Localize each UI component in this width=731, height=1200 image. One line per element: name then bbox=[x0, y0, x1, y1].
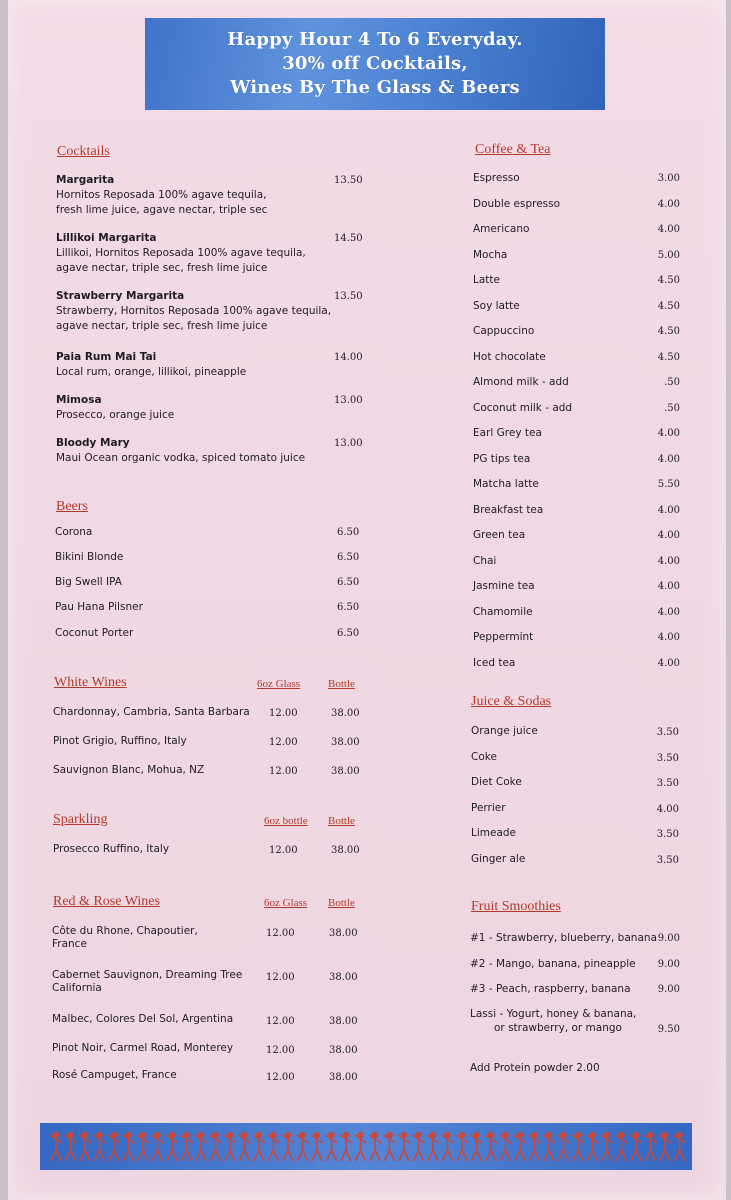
juice-soda-price: 3.50 bbox=[656, 727, 679, 738]
sparkling-name: Prosecco Ruffino, Italy bbox=[53, 843, 170, 855]
dancer-figure-icon bbox=[558, 1133, 570, 1161]
cocktail-description: Maui Ocean organic vodka, spiced tomato juice bbox=[56, 452, 306, 464]
red-wine-name: Pinot Noir, Carmel Road, Monterey bbox=[52, 1042, 234, 1054]
coffee-tea-price: 4.50 bbox=[657, 275, 680, 286]
juice-soda-name: Coke bbox=[471, 750, 497, 763]
coffee-tea-name: Coconut milk - add bbox=[473, 401, 573, 414]
smoothie-price: 9.00 bbox=[657, 959, 680, 970]
dancer-figure-icon bbox=[282, 1133, 294, 1161]
smoothie-name: #3 - Peach, raspberry, banana bbox=[470, 983, 631, 995]
white-wine-glass-price: 12.00 bbox=[269, 737, 298, 748]
coffee-tea-name: Chamomile bbox=[473, 605, 533, 618]
dancer-figure-icon bbox=[630, 1133, 642, 1161]
dancer-pattern-icon bbox=[40, 1123, 692, 1170]
dancer-figure-icon bbox=[297, 1133, 309, 1161]
coffee-tea-name: Mocha bbox=[473, 248, 508, 261]
dancer-figure-icon bbox=[137, 1133, 149, 1161]
coffee-tea-price: 4.00 bbox=[657, 453, 680, 465]
red-wine-bottle-price: 38.00 bbox=[329, 1016, 358, 1027]
dancer-figure-icon bbox=[94, 1133, 106, 1161]
white-wine-bottle-price: 38.00 bbox=[331, 737, 360, 748]
red-wine-bottle-price: 38.00 bbox=[329, 1072, 358, 1083]
coffee-tea-price: 4.50 bbox=[657, 351, 680, 363]
coffee-tea-name: Peppermint bbox=[473, 631, 534, 643]
coffee-tea-price: 5.50 bbox=[657, 479, 680, 490]
sparkling-bottle-price: 38.00 bbox=[331, 845, 360, 856]
dancer-figure-icon bbox=[601, 1133, 613, 1161]
coffee-tea-name: Earl Grey tea bbox=[473, 427, 542, 439]
coffee-tea-name: Iced tea bbox=[473, 656, 516, 669]
red-wine-name: Côte du Rhone, Chapoutier, bbox=[52, 925, 198, 937]
smoothie-name: Lassi - Yogurt, honey & banana, bbox=[470, 1008, 637, 1020]
coffee-tea-name: Latte bbox=[473, 274, 500, 286]
juice-soda-price: 3.50 bbox=[656, 752, 679, 764]
beer-price: 6.50 bbox=[337, 628, 360, 639]
coffee-tea-price: 5.00 bbox=[657, 249, 680, 261]
cocktail-description: Local rum, orange, lillikoi, pineapple bbox=[56, 366, 247, 378]
cocktail-price: 13.00 bbox=[334, 438, 363, 449]
beer-price: 6.50 bbox=[337, 552, 360, 563]
cocktail-description: Prosecco, orange juice bbox=[56, 409, 175, 421]
smoothie-name: or strawberry, or mango bbox=[494, 1022, 622, 1034]
dancer-figure-icon bbox=[123, 1133, 135, 1161]
coffee-tea-price: 4.00 bbox=[657, 224, 680, 235]
column-head-bottle: Bottle bbox=[328, 815, 355, 827]
beer-price: 6.50 bbox=[337, 602, 360, 613]
cocktail-description: Lillikoi, Hornitos Reposada 100% agave tequila, bbox=[56, 247, 306, 259]
cocktail-description: Hornitos Reposada 100% agave tequila, bbox=[56, 189, 267, 201]
section-title-coffee-tea: Coffee & Tea bbox=[475, 142, 551, 157]
red-wine-name: Malbec, Colores Del Sol, Argentina bbox=[52, 1013, 234, 1025]
decorative-border bbox=[40, 1123, 692, 1170]
smoothie-price: 9.00 bbox=[657, 933, 680, 944]
red-wine-glass-price: 12.00 bbox=[266, 928, 295, 939]
dancer-figure-icon bbox=[50, 1133, 62, 1161]
coffee-tea-price: 4.00 bbox=[657, 504, 680, 516]
dancer-figure-icon bbox=[485, 1133, 497, 1161]
dancer-figure-icon bbox=[79, 1133, 91, 1161]
beer-name: Big Swell IPA bbox=[55, 576, 122, 588]
dancer-figure-icon bbox=[413, 1133, 425, 1161]
dancer-figure-icon bbox=[442, 1133, 454, 1161]
cocktail-name: Lillikoi Margarita bbox=[56, 232, 157, 244]
red-wine-glass-price: 12.00 bbox=[266, 972, 295, 983]
column-head-bottle: Bottle bbox=[328, 678, 355, 690]
cocktail-description: fresh lime juice, agave nectar, triple sec bbox=[56, 204, 268, 216]
coffee-tea-name: Soy latte bbox=[473, 299, 520, 312]
column-head-bottle: Bottle bbox=[328, 897, 355, 909]
coffee-tea-price: 4.00 bbox=[657, 657, 680, 669]
dancer-figure-icon bbox=[210, 1133, 222, 1161]
juice-soda-price: 3.50 bbox=[656, 854, 679, 866]
white-wine-name: Chardonnay, Cambria, Santa Barbara bbox=[53, 706, 250, 718]
dancer-figure-icon bbox=[616, 1133, 628, 1161]
section-title-red-rose-wines: Red & Rose Wines bbox=[53, 894, 160, 909]
dancer-figure-icon bbox=[152, 1133, 164, 1161]
smoothie-price: 9.50 bbox=[657, 1024, 680, 1035]
column-head-glass: 6oz Glass bbox=[257, 678, 301, 690]
column-head-glass: 6oz Glass bbox=[264, 897, 308, 909]
coffee-tea-price: 4.00 bbox=[657, 606, 680, 618]
juice-soda-name: Orange juice bbox=[471, 725, 538, 737]
coffee-tea-name: Matcha latte bbox=[473, 478, 539, 490]
cocktail-price: 14.00 bbox=[334, 352, 363, 363]
section-title-beers: Beers bbox=[56, 499, 88, 514]
cocktail-price: 14.50 bbox=[334, 233, 363, 244]
dancer-figure-icon bbox=[398, 1133, 410, 1161]
section-title-cocktails: Cocktails bbox=[57, 144, 110, 159]
coffee-tea-price: 4.50 bbox=[657, 300, 680, 312]
coffee-tea-name: PG tips tea bbox=[473, 452, 531, 465]
coffee-tea-price: 4.50 bbox=[657, 326, 680, 337]
dancer-figure-icon bbox=[384, 1133, 396, 1161]
coffee-tea-name: Double espresso bbox=[473, 197, 561, 210]
dancer-figure-icon bbox=[253, 1133, 265, 1161]
dancer-figure-icon bbox=[674, 1133, 686, 1161]
dancer-figure-icon bbox=[108, 1133, 120, 1161]
smoothie-price: 9.00 bbox=[657, 984, 680, 995]
coffee-tea-price: .50 bbox=[664, 377, 680, 388]
dancer-figure-icon bbox=[543, 1133, 555, 1161]
red-wine-name: Cabernet Sauvignon, Dreaming Tree bbox=[52, 969, 243, 981]
cocktail-price: 13.00 bbox=[334, 395, 363, 406]
dancer-figure-icon bbox=[645, 1133, 657, 1161]
juice-soda-price: 3.50 bbox=[656, 829, 679, 840]
red-wine-bottle-price: 38.00 bbox=[329, 1045, 358, 1056]
smoothie-addon: Add Protein powder 2.00 bbox=[470, 1062, 600, 1074]
cocktail-name: Mimosa bbox=[56, 394, 102, 406]
coffee-tea-price: .50 bbox=[664, 402, 680, 414]
dancer-figure-icon bbox=[471, 1133, 483, 1161]
white-wine-bottle-price: 38.00 bbox=[331, 708, 360, 719]
coffee-tea-name: Hot chocolate bbox=[473, 350, 546, 363]
dancer-figure-icon bbox=[195, 1133, 207, 1161]
section-title-sparkling: Sparkling bbox=[53, 812, 108, 827]
coffee-tea-price: 4.00 bbox=[657, 530, 680, 541]
red-wine-bottle-price: 38.00 bbox=[329, 928, 358, 939]
red-wine-glass-price: 12.00 bbox=[266, 1072, 295, 1083]
cocktail-name: Margarita bbox=[56, 174, 115, 186]
cocktail-price: 13.50 bbox=[334, 175, 363, 186]
cocktail-description: Strawberry, Hornitos Reposada 100% agave tequila, bbox=[56, 305, 332, 317]
cocktail-description: agave nectar, triple sec, fresh lime juice bbox=[56, 320, 268, 332]
white-wine-glass-price: 12.00 bbox=[269, 766, 298, 777]
dancer-figure-icon bbox=[572, 1133, 584, 1161]
banner-line-3: Wines By The Glass & Beers bbox=[230, 77, 520, 98]
happy-hour-banner bbox=[145, 18, 605, 110]
section-title-white-wines: White Wines bbox=[54, 675, 127, 690]
sparkling-glass-price: 12.00 bbox=[269, 845, 298, 856]
coffee-tea-name: Chai bbox=[473, 554, 497, 567]
section-title-juice-sodas: Juice & Sodas bbox=[471, 694, 552, 709]
dancer-figure-icon bbox=[456, 1133, 468, 1161]
juice-soda-name: Limeade bbox=[471, 827, 517, 839]
dancer-figure-icon bbox=[529, 1133, 541, 1161]
dancer-figure-icon bbox=[427, 1133, 439, 1161]
beer-name: Corona bbox=[55, 526, 93, 538]
beer-name: Bikini Blonde bbox=[55, 551, 124, 563]
dancer-figure-icon bbox=[369, 1133, 381, 1161]
coffee-tea-name: Green tea bbox=[473, 529, 526, 541]
red-wine-name: France bbox=[52, 938, 87, 950]
coffee-tea-name: Breakfast tea bbox=[473, 503, 544, 516]
dancer-figure-icon bbox=[239, 1133, 251, 1161]
juice-soda-price: 4.00 bbox=[656, 803, 679, 815]
red-wine-bottle-price: 38.00 bbox=[329, 972, 358, 983]
red-wine-glass-price: 12.00 bbox=[266, 1016, 295, 1027]
dancer-figure-icon bbox=[659, 1133, 671, 1161]
beer-name: Coconut Porter bbox=[55, 627, 134, 639]
red-wine-glass-price: 12.00 bbox=[266, 1045, 295, 1056]
dancer-figure-icon bbox=[514, 1133, 526, 1161]
dancer-figure-icon bbox=[311, 1133, 323, 1161]
juice-soda-name: Diet Coke bbox=[471, 776, 522, 788]
white-wine-glass-price: 12.00 bbox=[269, 708, 298, 719]
coffee-tea-name: Espresso bbox=[473, 172, 520, 184]
dancer-figure-icon bbox=[500, 1133, 512, 1161]
dancer-figure-icon bbox=[587, 1133, 599, 1161]
juice-soda-name: Perrier bbox=[471, 801, 506, 814]
red-wine-name: California bbox=[52, 982, 102, 994]
juice-soda-price: 3.50 bbox=[656, 778, 679, 789]
white-wine-name: Pinot Grigio, Ruffino, Italy bbox=[53, 735, 187, 747]
coffee-tea-name: Almond milk - add bbox=[473, 376, 569, 388]
coffee-tea-price: 4.00 bbox=[657, 198, 680, 210]
dancer-figure-icon bbox=[326, 1133, 338, 1161]
column-head-6oz-bottle: 6oz bottle bbox=[264, 815, 308, 827]
smoothie-name: #2 - Mango, banana, pineapple bbox=[470, 958, 636, 970]
coffee-tea-name: Jasmine tea bbox=[473, 580, 535, 592]
beer-price: 6.50 bbox=[337, 577, 360, 588]
banner-line-2: 30% off Cocktails, bbox=[282, 53, 468, 74]
dancer-figure-icon bbox=[340, 1133, 352, 1161]
dancer-figure-icon bbox=[181, 1133, 193, 1161]
dancer-figure-icon bbox=[268, 1133, 280, 1161]
coffee-tea-price: 4.00 bbox=[657, 581, 680, 592]
coffee-tea-price: 4.00 bbox=[657, 555, 680, 567]
cocktail-name: Bloody Mary bbox=[56, 437, 130, 449]
beer-name: Pau Hana Pilsner bbox=[55, 601, 143, 613]
cocktail-name: Paia Rum Mai Tai bbox=[56, 351, 157, 363]
smoothie-name: #1 - Strawberry, blueberry, banana bbox=[470, 932, 657, 944]
banner-line-1: Happy Hour 4 To 6 Everyday. bbox=[227, 29, 523, 50]
beer-price: 6.50 bbox=[337, 527, 360, 538]
dancer-figure-icon bbox=[166, 1133, 178, 1161]
dancer-figure-icon bbox=[355, 1133, 367, 1161]
dancer-figure-icon bbox=[224, 1133, 236, 1161]
coffee-tea-price: 4.00 bbox=[657, 632, 680, 643]
dancer-figure-icon bbox=[65, 1133, 77, 1161]
coffee-tea-name: Cappuccino bbox=[473, 325, 535, 337]
juice-soda-name: Ginger ale bbox=[471, 852, 526, 865]
coffee-tea-name: Americano bbox=[473, 223, 530, 235]
cocktail-price: 13.50 bbox=[334, 291, 363, 302]
coffee-tea-price: 4.00 bbox=[657, 428, 680, 439]
red-wine-name: Rosé Campuget, France bbox=[52, 1069, 177, 1081]
coffee-tea-price: 3.00 bbox=[657, 173, 680, 184]
white-wine-bottle-price: 38.00 bbox=[331, 766, 360, 777]
cocktail-description: agave nectar, triple sec, fresh lime juice bbox=[56, 262, 268, 274]
section-title-fruit-smoothies: Fruit Smoothies bbox=[471, 899, 561, 914]
cocktail-name: Strawberry Margarita bbox=[56, 290, 185, 302]
white-wine-name: Sauvignon Blanc, Mohua, NZ bbox=[53, 764, 205, 776]
